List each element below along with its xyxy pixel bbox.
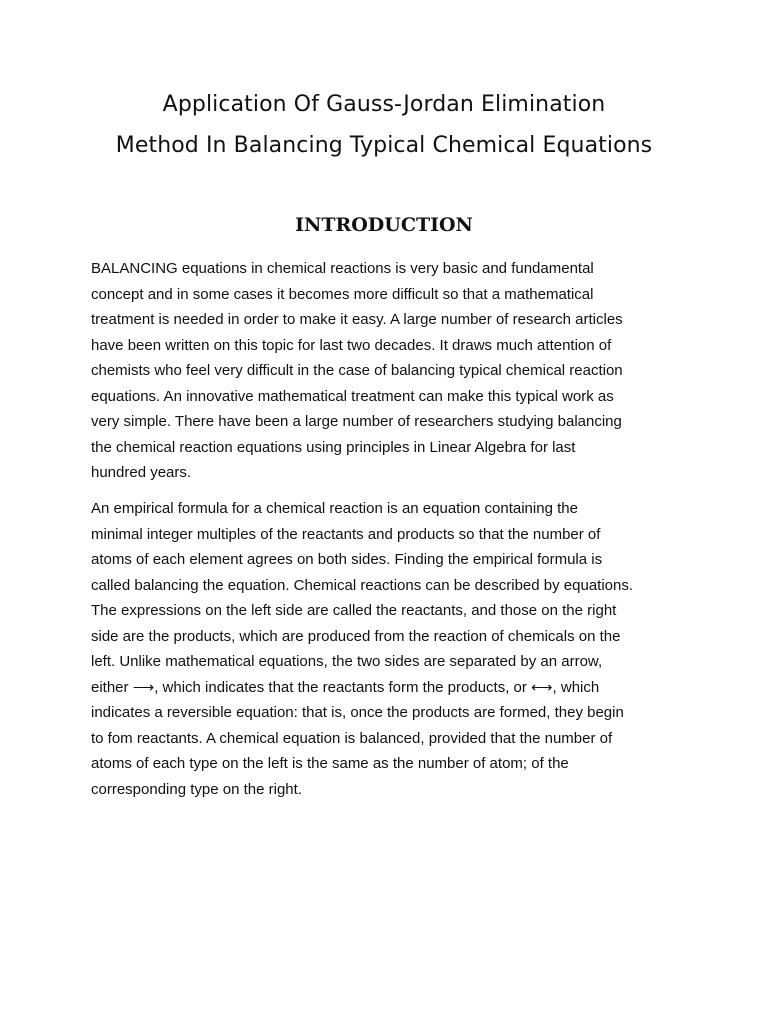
paragraph-1-line: the chemical reaction equations using principles in Linear Algebra for last [91,438,576,456]
paragraph-2 [91,496,691,802]
paragraph-2-line: either ⟶, which indicates that the reactants form the products, or ⟷, which [91,678,600,696]
title-line-2: Method In Balancing Typical Chemical Equations [115,133,653,158]
paragraph-2-line: called balancing the equation. Chemical reactions can be described by equations. [91,576,634,594]
paragraph-1-line: BALANCING equations in chemical reactions is very basic and fundamental [91,260,594,277]
paragraph-2-line: side are the products, which are produced from the reaction of chemicals on the [91,627,621,645]
paragraph-1 [91,256,691,486]
paragraph-1-line: hundred years. [91,464,192,481]
document-title [40,84,728,166]
paragraph-1-line: chemists who feel very difficult in the case of balancing typical chemical reaction [91,362,623,379]
paragraph-2-line: indicates a reversible equation: that is, once the products are formed, they begin [91,704,624,721]
paragraph-2-line: corresponding type on the right. [91,780,302,798]
paragraph-1-line: have been written on this topic for last two decades. It draws much attention of [91,336,612,354]
paragraph-2-line: atoms of each element agrees on both sides. Finding the empirical formula is [91,551,603,568]
paragraph-1-line: equations. An innovative mathematical treatment can make this typical work as [91,387,614,405]
paragraph-1-line: concept and in some cases it becomes more difficult so that a mathematical [91,285,594,303]
paragraph-2-line: minimal integer multiples of the reactants and products so that the number of [91,525,601,543]
paragraph-2-line: left. Unlike mathematical equations, the two sides are separated by an arrow, [91,653,603,670]
title-line-1: Application Of Gauss-Jordan Elimination [162,92,606,117]
paragraph-2-line: An empirical formula for a chemical reaction is an equation containing the [91,500,578,517]
paragraph-2-line: The expressions on the left side are called the reactants, and those on the right [91,602,617,619]
section-heading: INTRODUCTION [295,214,473,236]
paragraph-1-line: very simple. There have been a large number of researchers studying balancing [91,413,622,430]
paragraph-2-line: atoms of each type on the left is the same as the number of atom; of the [91,755,569,772]
paragraph-1-line: treatment is needed in order to make it easy. A large number of research articles [91,311,623,328]
paragraph-2-line: to fom reactants. A chemical equation is balanced, provided that the number of [91,729,613,747]
